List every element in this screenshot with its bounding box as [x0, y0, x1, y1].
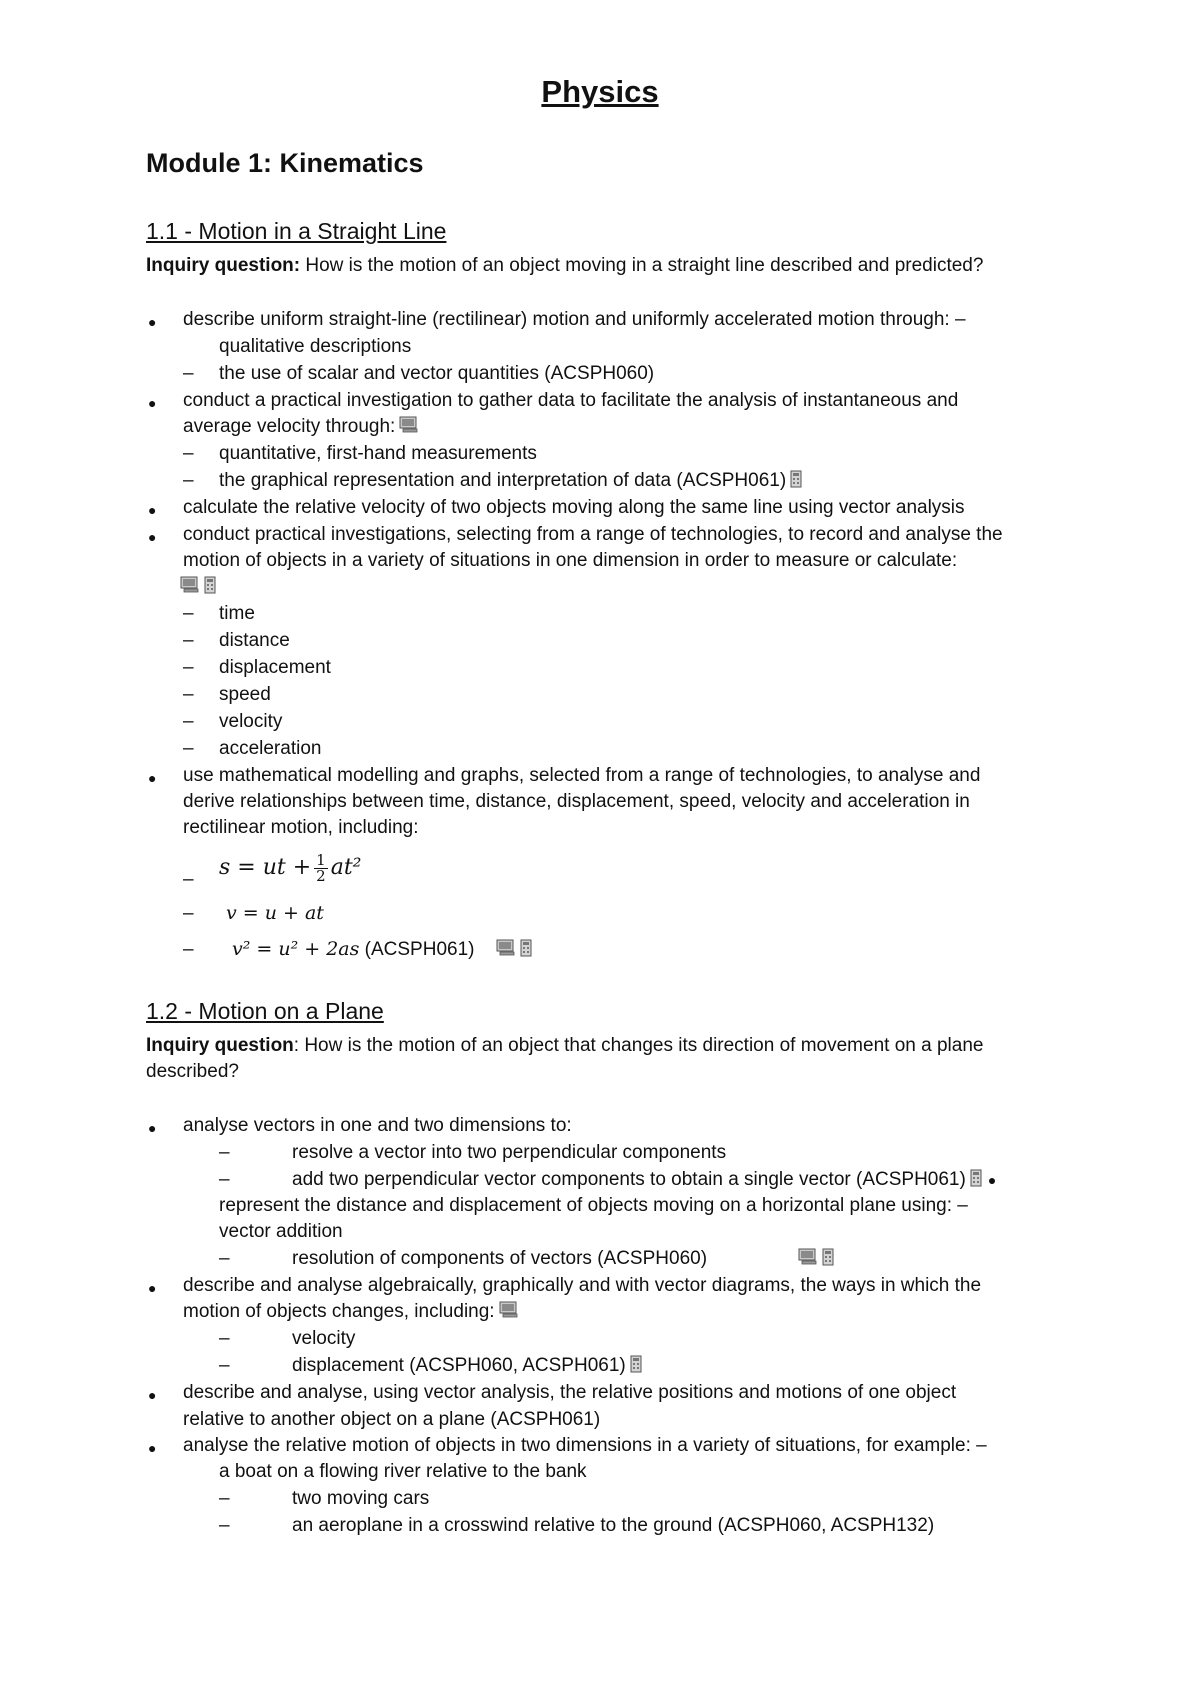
list-item: relative to another object on a plane (ACSPH061)	[183, 1409, 601, 1430]
list-item: time	[219, 603, 255, 624]
list-item: describe uniform straight-line (rectilinear) motion and uniformly accelerated motion through: –	[183, 309, 966, 330]
list-item: a boat on a flowing river relative to the bank	[219, 1461, 587, 1482]
dash-marker: –	[183, 657, 194, 678]
equation-part: v² = u² + 2as	[232, 938, 360, 960]
list-item	[292, 1167, 996, 1193]
inquiry-label: Inquiry question	[146, 1035, 294, 1056]
section-heading-1-1: 1.1 - Motion in a Straight Line	[146, 218, 447, 244]
dash-marker: –	[219, 1142, 230, 1163]
inquiry-question-1-1	[146, 253, 983, 279]
list-item: distance	[219, 630, 290, 651]
calculator-icon	[630, 1355, 642, 1373]
list-item-text: the graphical representation and interpretation of data (ACSPH061)	[219, 470, 787, 491]
dash-marker: –	[183, 711, 194, 732]
fraction-numerator: 1	[316, 850, 326, 869]
dash-marker: –	[219, 1488, 230, 1509]
calculator-icon	[970, 1169, 982, 1187]
dash-marker: –	[219, 1169, 230, 1190]
equation-velocity: v = u + at	[226, 902, 324, 924]
list-item: displacement	[219, 657, 331, 678]
list-item: analyse vectors in one and two dimensions to:	[183, 1115, 572, 1136]
dash-marker: –	[183, 470, 194, 491]
dash-marker: –	[183, 443, 194, 464]
list-item	[183, 414, 419, 440]
list-item: velocity	[292, 1328, 356, 1349]
bullet-marker: ●	[148, 1280, 157, 1296]
dash-marker: –	[219, 1355, 230, 1376]
list-item-text: displacement (ACSPH060, ACSPH061)	[292, 1355, 626, 1376]
inquiry-label: Inquiry question:	[146, 255, 301, 276]
dash-marker: –	[183, 738, 194, 759]
equation-velocity-squared	[232, 936, 532, 963]
list-item: describe and analyse algebraically, graphically and with vector diagrams, the ways in which the	[183, 1275, 982, 1296]
icon-group	[180, 574, 216, 600]
list-item: represent the distance and displacement of objects moving on a horizontal plane using: –	[219, 1195, 968, 1216]
list-item-text: motion of objects changes, including:	[183, 1301, 495, 1322]
computer-icon	[798, 1248, 818, 1266]
list-item: two moving cars	[292, 1488, 430, 1509]
list-item-text: add two perpendicular vector components to obtain a single vector (ACSPH061)	[292, 1169, 966, 1190]
equation-part: s = ut +	[219, 855, 312, 880]
section-heading-1-2: 1.2 - Motion on a Plane	[146, 998, 384, 1024]
dash-marker: –	[183, 903, 194, 924]
computer-icon	[496, 939, 516, 957]
dash-marker: –	[219, 1328, 230, 1349]
dash-marker: –	[219, 1248, 230, 1269]
list-item: resolve a vector into two perpendicular components	[292, 1142, 727, 1163]
list-item: conduct a practical investigation to gather data to facilitate the analysis of instantaneous and	[183, 390, 959, 411]
computer-icon	[399, 416, 419, 434]
dash-marker: –	[183, 363, 194, 384]
list-item: vector addition	[219, 1221, 343, 1242]
dash-marker: –	[183, 939, 194, 960]
list-item: the use of scalar and vector quantities (ACSPH060)	[219, 363, 655, 384]
list-item: motion of objects in a variety of situations in one dimension in order to measure or calculate:	[183, 550, 958, 571]
fraction-half	[314, 850, 328, 885]
page-title: Physics	[541, 74, 659, 109]
list-item: calculate the relative velocity of two objects moving along the same line using vector analysis	[183, 497, 965, 518]
computer-icon	[499, 1301, 519, 1319]
bullet-marker: ●	[148, 395, 157, 411]
bullet-marker: ●	[148, 770, 157, 786]
calculator-icon	[822, 1248, 834, 1266]
bullet-marker: ●	[148, 1440, 157, 1456]
equation-displacement	[219, 848, 361, 888]
list-item: velocity	[219, 711, 283, 732]
list-item	[183, 1299, 519, 1325]
bullet-marker: ●	[148, 1120, 157, 1136]
calculator-icon	[520, 939, 532, 957]
bullet-marker: ●	[987, 1172, 997, 1188]
list-item: analyse the relative motion of objects in two dimensions in a variety of situations, for example: –	[183, 1435, 987, 1456]
computer-icon	[180, 576, 200, 594]
equation-code: (ACSPH061)	[364, 939, 475, 960]
list-item: an aeroplane in a crosswind relative to the ground (ACSPH060, ACSPH132)	[292, 1515, 935, 1536]
list-item: conduct practical investigations, selecting from a range of technologies, to record and analyse the	[183, 524, 1003, 545]
bullet-marker: ●	[148, 314, 157, 330]
inquiry-text-continued: described?	[146, 1061, 239, 1082]
dash-marker: –	[183, 869, 194, 890]
inquiry-text: : How is the motion of an object that changes its direction of movement on a plane	[293, 1035, 984, 1056]
list-item: derive relationships between time, distance, displacement, speed, velocity and acceleration in	[183, 791, 970, 812]
bullet-marker: ●	[148, 529, 157, 545]
calculator-icon	[790, 470, 802, 488]
equation-part: at²	[330, 855, 362, 880]
inquiry-question-1-2	[146, 1033, 983, 1059]
list-item: rectilinear motion, including:	[183, 817, 419, 838]
calculator-icon	[204, 576, 216, 594]
list-item	[219, 468, 802, 494]
list-item: qualitative descriptions	[219, 336, 412, 357]
list-item: speed	[219, 684, 271, 705]
list-item: resolution of components of vectors (ACSPH060)	[292, 1248, 708, 1269]
inquiry-text: How is the motion of an object moving in a straight line described and predicted?	[305, 255, 984, 276]
bullet-marker: ●	[148, 1387, 157, 1403]
dash-marker: –	[183, 630, 194, 651]
list-item: use mathematical modelling and graphs, selected from a range of technologies, to analyse and	[183, 765, 981, 786]
bullet-marker: ●	[148, 502, 157, 518]
list-item: describe and analyse, using vector analysis, the relative positions and motions of one object	[183, 1382, 957, 1403]
dash-marker: –	[219, 1515, 230, 1536]
module-heading: Module 1: Kinematics	[146, 148, 424, 178]
list-item: acceleration	[219, 738, 322, 759]
dash-marker: –	[183, 684, 194, 705]
list-item	[292, 1353, 642, 1379]
fraction-denominator: 2	[316, 866, 326, 885]
dash-marker: –	[183, 603, 194, 624]
list-item: quantitative, first-hand measurements	[219, 443, 537, 464]
list-item-text: average velocity through:	[183, 416, 396, 437]
icon-group	[798, 1246, 834, 1272]
